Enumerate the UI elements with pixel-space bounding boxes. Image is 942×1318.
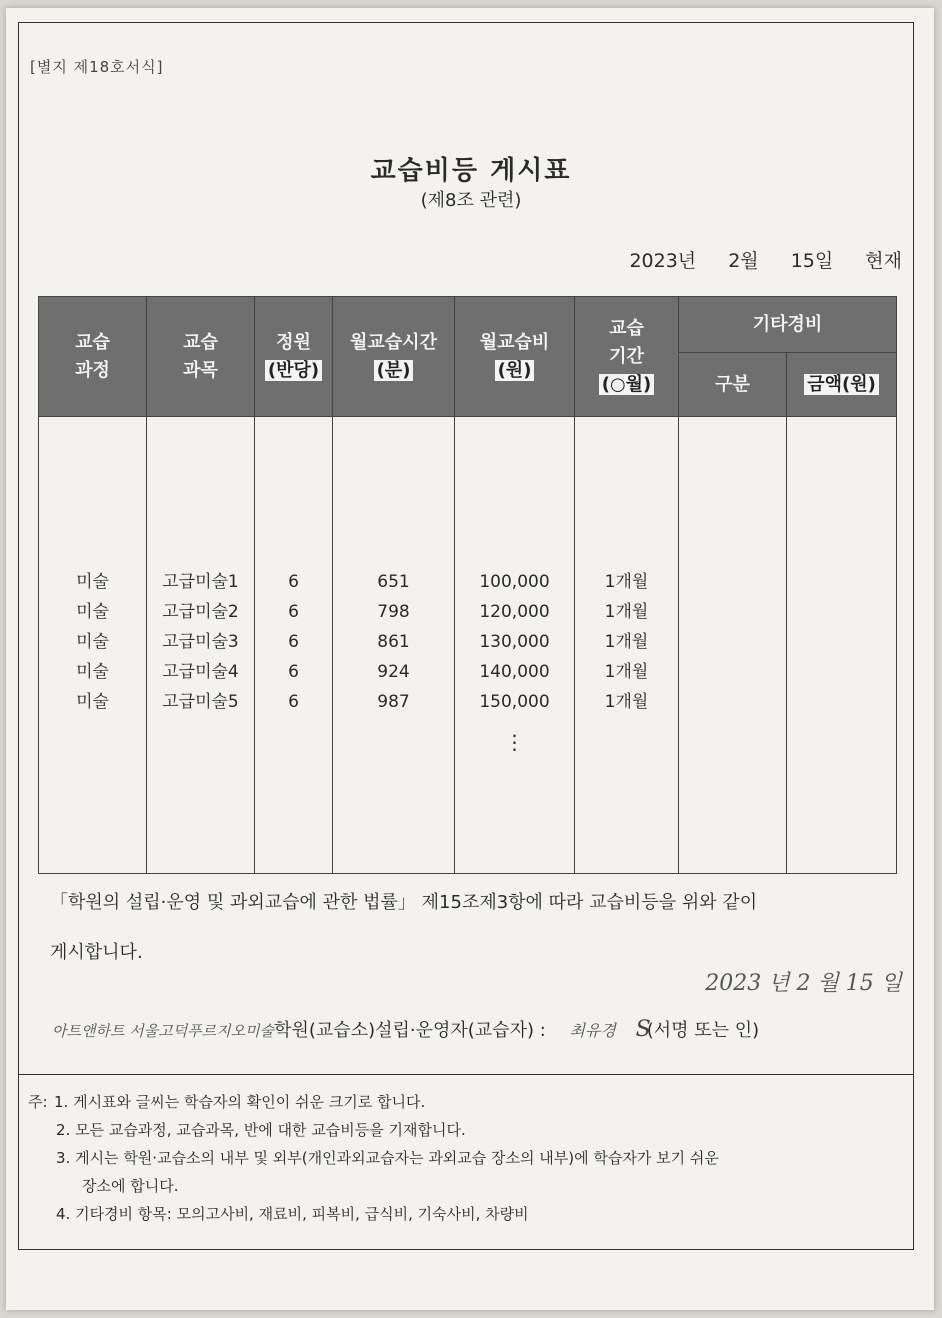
signer-label: 학원(교습소)설립·운영자(교습자) :	[274, 1020, 546, 1041]
notes-divider	[18, 1074, 914, 1075]
signature-mark: S	[635, 1017, 651, 1042]
column-period: 1개월 1개월 1개월 1개월 1개월	[575, 417, 679, 874]
header-other-kind: 구분	[679, 353, 787, 417]
table-row: 미술	[76, 602, 109, 622]
note-3: 3. 게시는 학원·교습소의 내부 및 외부(개인과외교습자는 과외교습 장소의 내부)에 학습자가 보기 쉬운	[56, 1149, 719, 1167]
column-subject: 고급미술1 고급미술2 고급미술3 고급미술4 고급미술5	[147, 417, 255, 874]
continuation-mark: ⋮	[504, 730, 525, 754]
header-monthly-hours: 월교습시간 (분)	[333, 297, 455, 417]
header-capacity: 정원 (반당)	[255, 297, 333, 417]
date-month: 2월	[728, 250, 759, 272]
form-number: [별지 제18호서식]	[30, 58, 164, 76]
table-row: 미술	[76, 662, 109, 682]
signed-date: 2023 년 2 월 15 일	[705, 971, 902, 996]
header-period: 교습 기간 (○월)	[575, 297, 679, 417]
posting-statement: 「학원의 설립·운영 및 과외교습에 관한 법률」 제15조제3항에 따라 교습비등을 위와 같이 게시합니다.	[50, 892, 758, 963]
header-course: 교습 과정	[39, 297, 147, 417]
notes-prefix: 주:	[28, 1093, 48, 1111]
date-day: 15일	[790, 250, 834, 272]
header-other-amount: 금액(원)	[787, 353, 897, 417]
seal-label: (서명 또는 인)	[646, 1020, 760, 1041]
notes-section	[28, 1088, 908, 1228]
page-subtitle: (제8조 관련)	[420, 190, 522, 211]
posting-date	[629, 246, 902, 273]
column-fee: 100,000 120,000 130,000 140,000 150,000 ⋮	[455, 417, 575, 874]
table-row: 미술	[76, 692, 109, 712]
page-title: 교습비등 게시표	[370, 156, 572, 186]
header-monthly-fee: 월교습비 (원)	[455, 297, 575, 417]
note-4: 4. 기타경비 항목: 모의고사비, 재료비, 피복비, 급식비, 기숙사비, 차량비	[56, 1205, 529, 1223]
column-other-kind	[679, 417, 787, 874]
table-row: 미술	[76, 632, 109, 652]
column-hours: 651 798 861 924 987	[333, 417, 455, 874]
date-suffix: 현재	[865, 250, 902, 272]
date-year: 2023년	[629, 250, 697, 272]
signer-line	[52, 1016, 912, 1042]
note-1: 1. 게시표와 글씨는 학습자의 확인이 쉬운 크기로 합니다.	[54, 1093, 426, 1111]
table-row: 미술	[76, 572, 109, 592]
column-course	[39, 417, 147, 874]
note-2: 2. 모든 교습과정, 교습과목, 반에 대한 교습비등을 기재합니다.	[56, 1121, 466, 1139]
header-subject: 교습 과목	[147, 297, 255, 417]
academy-name-handwritten: 아트앤하트 서울고덕푸르지오미술	[52, 1022, 275, 1040]
column-capacity: 6 6 6 6 6	[255, 417, 333, 874]
signer-name-handwritten: 최유경	[569, 1021, 616, 1040]
column-other-amount	[787, 417, 897, 874]
tuition-table	[38, 296, 897, 874]
note-3-cont: 장소에 합니다.	[82, 1177, 179, 1195]
signature-area	[635, 1017, 760, 1042]
header-other-expenses: 기타경비	[679, 297, 897, 353]
